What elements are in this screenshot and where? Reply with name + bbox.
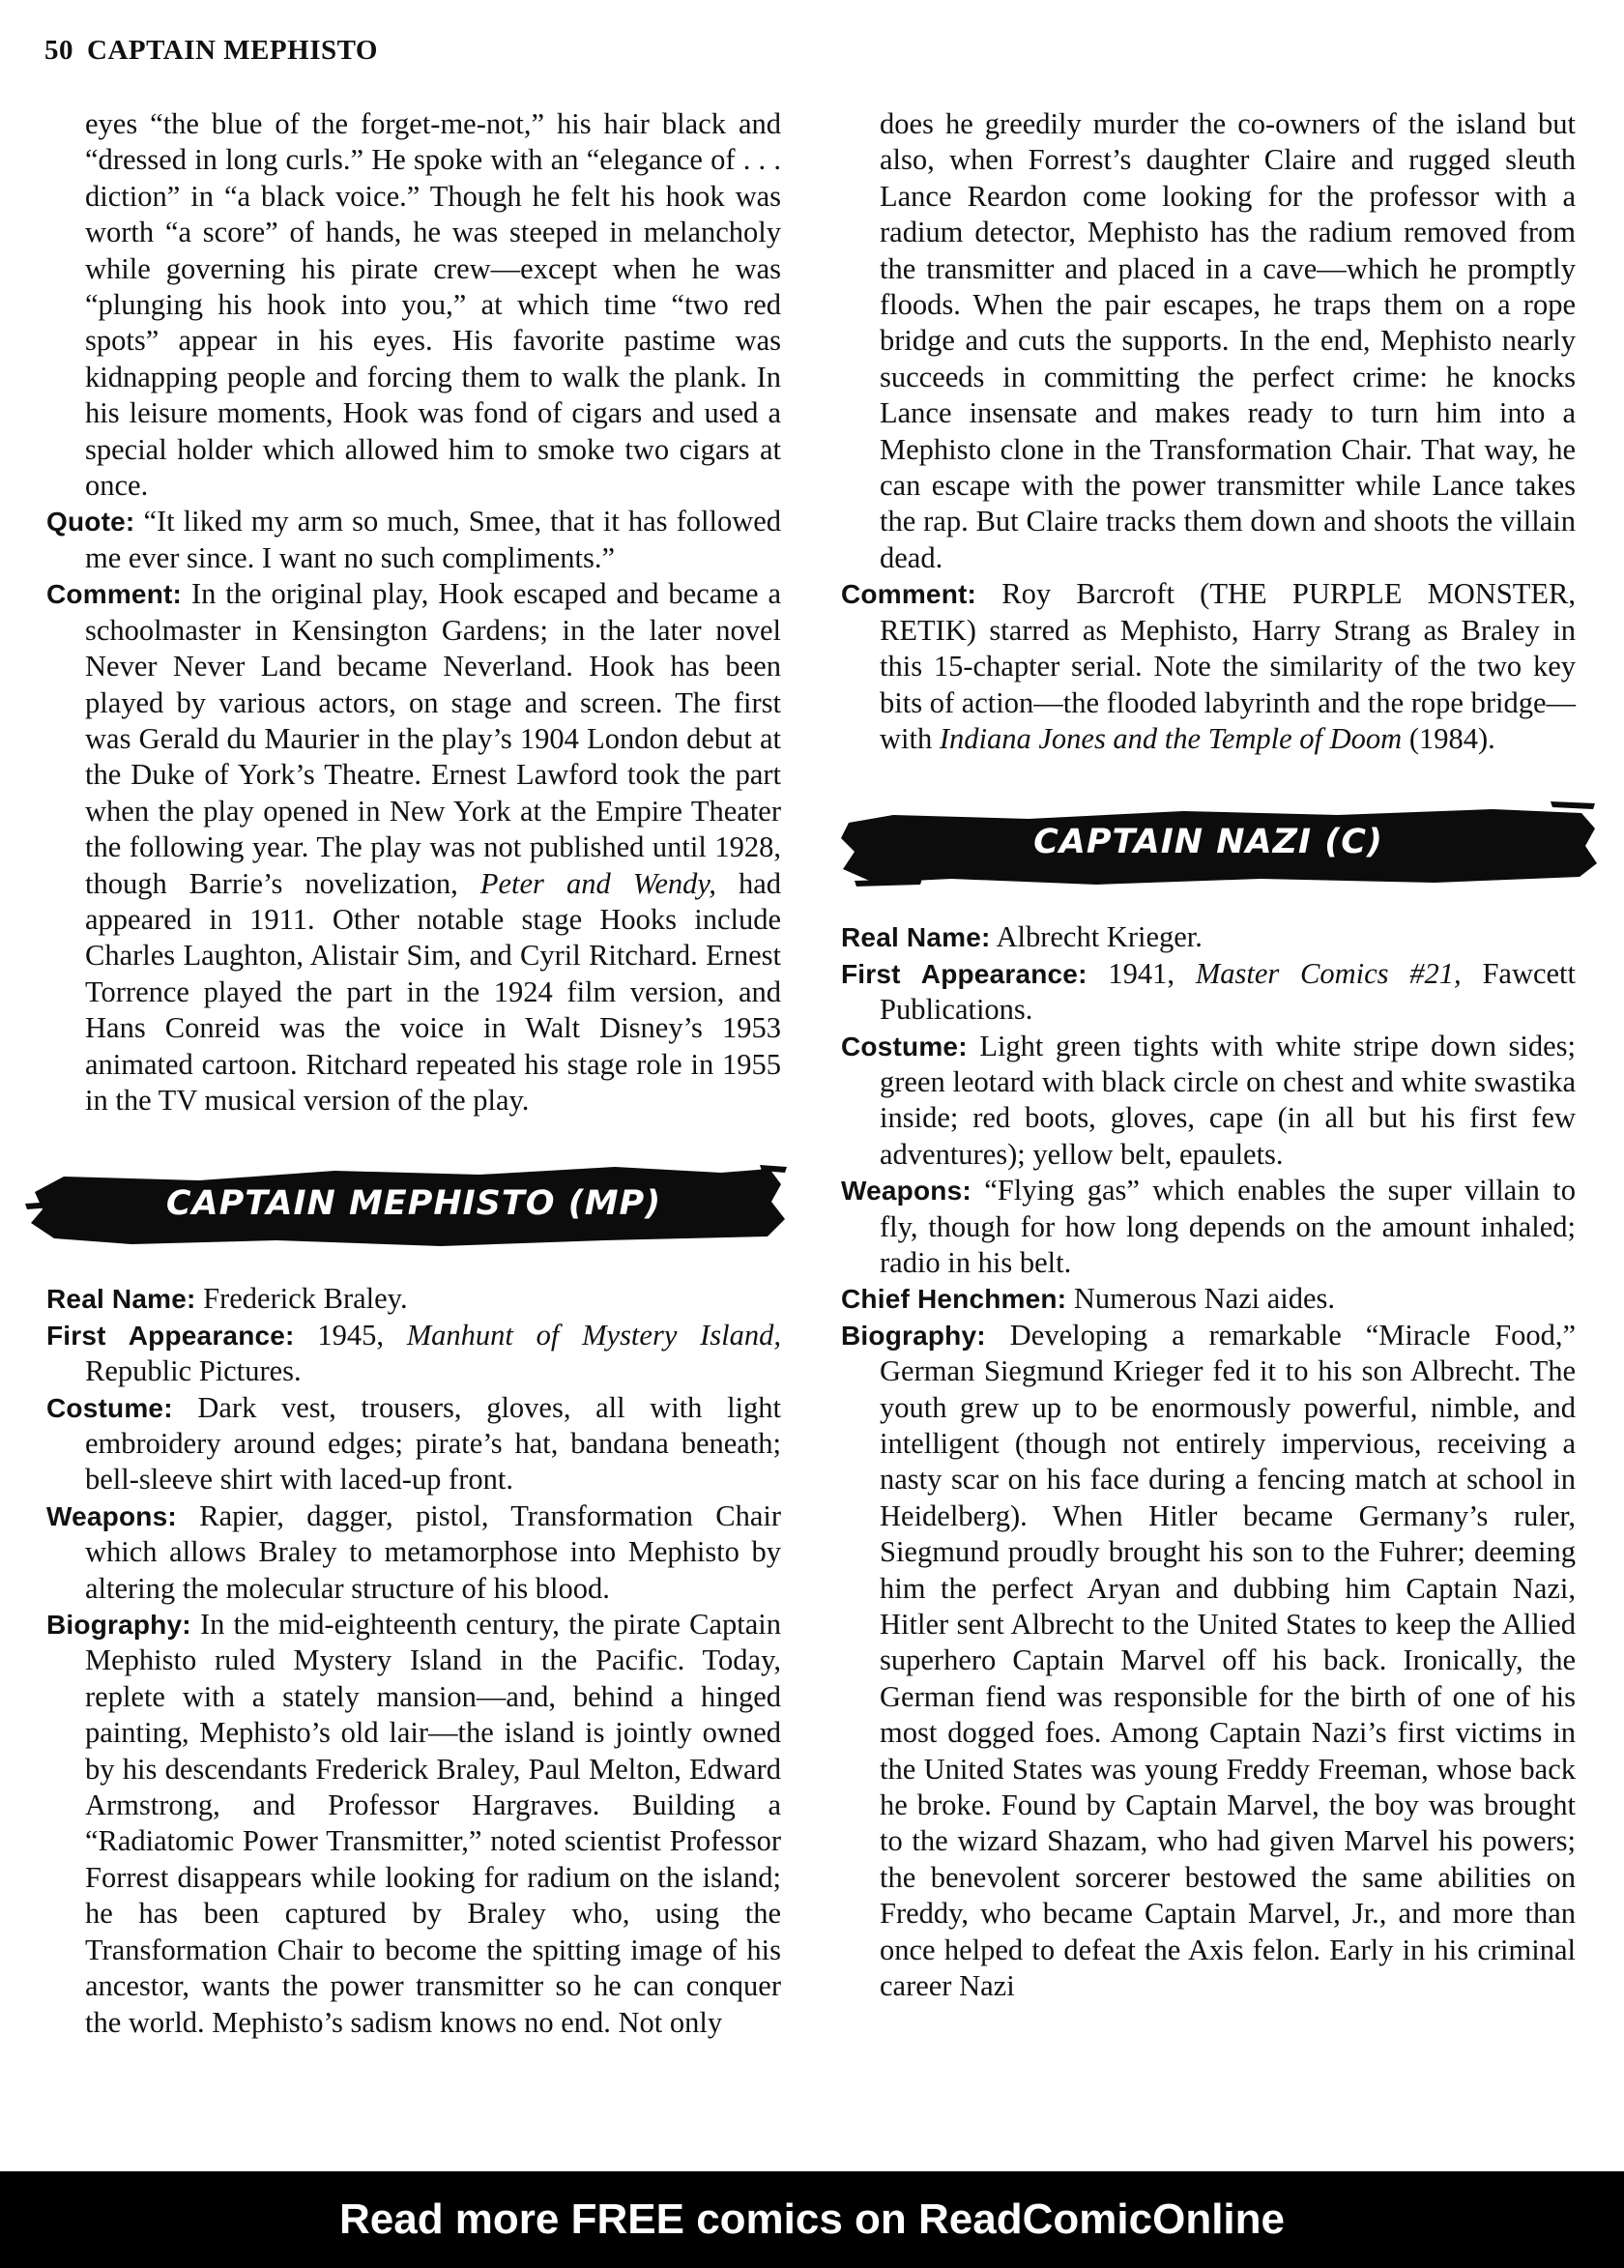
comment-title-italic: Peter and Wendy, [479, 866, 716, 900]
first-appearance-title: Master Comics #21, [1195, 956, 1462, 990]
first-appearance-year: 1945, [317, 1318, 407, 1352]
biography-value: Developing a remarkable “Miracle Food,” German Siegmund Krieger fed it to his son Albrecht. The youth grew up to be enormously powerful, nimble, and intelligent (though not entirely impervious, receiving a nasty scar on his face during a fencing match at school in Heidelberg). When Hitler became Germany’s ruler, Siegmund proudly brought his son to the Fuhrer; deeming him the perfect Aryan and dubbing him Captain Nazi, Hitler sent Albrecht to the United States to keep the Allied superhero Captain Marvel off his back. Ironically, the German fiend was responsible for the birth of one of his most dogged foes. Among Captain Nazi’s first victims in the United States was young Freddy Freeman, whose back he broke. Found by Captain Marvel, the boy was brought to the wizard Shazam, who had given Marvel his powers; the benevolent sorcerer bestowed the same abilities on Freddy, who became Captain Marvel, Jr., and more than once helped to defeat the Axis felon. Early in his criminal career Nazi [880, 1318, 1577, 2003]
chief-henchmen-entry [841, 1281, 1576, 1317]
mephisto-biography-continued: does he greedily murder the co-owners of the island but also, when Forrest’s daughter Claire and rugged sleuth Lance Reardon come looking for the professor with a radium detector, Mephisto has the radium removed from the transmitter and placed in a cave—which he promptly floods. When the pair escapes, he traps them on a rope bridge and cuts the supports. In the end, Mephisto nearly succeeds in committing the perfect crime: he knocks Lance insensate and makes ready to turn him into a Mephisto clone in the Transformation Chair. That way, he can escape with the power transmitter while Lance takes the rap. But Claire tracks them down and shoots the villain dead. [880, 107, 1576, 574]
costume-value: Light green tights with white stripe down sides; green leotard with black circle on chest and white swastika inside; red boots, gloves, cape (in all but his first few adventures); yellow belt, epaulets. [880, 1029, 1576, 1171]
weapons-entry [841, 1173, 1576, 1281]
first-appearance-label: First Appearance: [46, 1320, 295, 1351]
quote-text: “It liked my arm so much, Smee, that it has followed me ever since. I want no such compliments.” [85, 505, 782, 574]
quote-label: Quote: [46, 507, 135, 538]
costume-label: Costume: [46, 1392, 173, 1423]
costume-entry [46, 1390, 781, 1498]
costume-entry [841, 1029, 1576, 1174]
biography-label: Biography: [46, 1610, 191, 1641]
comment-title-italic: Indiana Jones and the Temple of Doom [939, 721, 1403, 755]
biography-entry [841, 1318, 1576, 2005]
costume-value: Dark vest, trousers, gloves, all with light embroidery around edges; pirate’s hat, bandana beneath; bell-sleeve shirt with laced-up front. [85, 1390, 781, 1497]
costume-label: Costume: [841, 1031, 968, 1061]
biography-label: Biography: [841, 1320, 986, 1351]
hook-quote [46, 504, 781, 576]
weapons-value: “Flying gas” which enables the super villain to fly, though for how long depends on the amount inhaled; radio in his belt. [880, 1174, 1576, 1279]
right-column [841, 106, 1576, 2005]
first-appearance-publisher: Republic Pictures. [85, 1354, 302, 1388]
page-header [44, 35, 378, 67]
weapons-entry [46, 1498, 781, 1607]
hook-comment [46, 576, 781, 1119]
comment-text-2: had appeared in 1911. Other notable stage Hooks include Charles Laughton, Alistair Sim, and Cyril Ritchard. Ernest Torrence played the part in the 1924 film version, and Hans Conreid was the voice in Walt Disney’s 1953 animated cartoon. Ritchard repeated his stage role in 1955 in the TV musical version of the play. [85, 866, 781, 1117]
weapons-value: Rapier, dagger, pistol, Transformation Chair which allows Braley to metamorphose into Mephisto by altering the molecular structure of his blood. [85, 1498, 782, 1605]
weapons-label: Weapons: [841, 1176, 972, 1207]
comment-label: Comment: [46, 579, 183, 610]
real-name-entry [46, 1281, 781, 1317]
first-appearance-entry [841, 956, 1576, 1029]
mephisto-comment [841, 576, 1576, 757]
first-appearance-title: Manhunt of Mystery Island, [406, 1318, 781, 1352]
comment-text-1: In the original play, Hook escaped and became a schoolmaster in Kensington Gardens; in the later novel Never Never Land became Neverland. Hook has been played by various actors, on stage and screen. The first was Gerald du Maurier in the play’s 1904 London debut at the Duke of York’s Theatre. Ernest Lawford took the part when the play opened in New York at the Empire Theater the following year. The play was not published until 1928, though Barrie’s novelization, [85, 577, 781, 900]
hook-biography-continued: eyes “the blue of the forget-me-not,” his hair black and “dressed in long curls.” He spoke with an “elegance of . . . diction” in “a black voice.” Though he felt his hook was worth “a score” of hands, he was steeped in melancholy while governing his pirate crew—except when he was “plunging his hook into you,” at which time “two red spots” appear in his eyes. His favorite pastime was kidnapping people and forcing them to walk the plank. In his leisure moments, Hook was fond of cigars and used a special holder which allowed him to smoke two cigars at once. [85, 107, 781, 503]
section-banner-captain-nazi [841, 801, 1576, 887]
left-column [46, 106, 781, 2041]
real-name-label: Real Name: [46, 1284, 196, 1315]
real-name-value: Frederick Braley. [203, 1282, 408, 1316]
real-name-value: Albrecht Krieger. [996, 920, 1203, 954]
real-name-label: Real Name: [841, 922, 991, 953]
chief-henchmen-value: Numerous Nazi aides. [1073, 1282, 1336, 1316]
comment-text-1: Roy Barcroft (THE PURPLE MONSTER, RETIK) starred as Mephisto, Harry Strang as Braley in this 15-chapter serial. Note the similarity of the two key bits of action—the flooded labyrinth and the rope bridge—with [880, 577, 1577, 755]
banner-title: CAPTAIN MEPHISTO (MP) [165, 1184, 662, 1224]
real-name-entry [841, 919, 1576, 955]
first-appearance-year: 1941, [1108, 956, 1196, 990]
section-banner-captain-mephisto [46, 1163, 781, 1248]
footer-link-text[interactable]: Read more FREE comics on ReadComicOnline [338, 2195, 1285, 2243]
first-appearance-label: First Appearance: [841, 958, 1088, 989]
footer-banner [0, 2171, 1624, 2268]
comment-label: Comment: [841, 579, 977, 610]
banner-title: CAPTAIN NAZI (C) [1033, 823, 1383, 862]
biography-value: In the mid-eighteenth century, the pirate Captain Mephisto ruled Mystery Island in the Pacific. Today, replete with a stately mansion—and, behind a hinged painting, Mephisto’s old lair—the island is jointly owned by his descendants Frederick Braley, Paul Melton, Edward Armstrong, and Professor Hargraves. Building a “Radiatomic Power Transmitter,” noted scientist Professor Forrest disappears while looking for radium on the island; he has been captured by Braley who, using the Transformation Chair to become the spitting image of his ancestor, wants the power transmitter so he can conquer the world. Mephisto’s sadism knows no end. Not only [85, 1608, 782, 2039]
first-appearance-entry [46, 1318, 781, 1390]
weapons-label: Weapons: [46, 1500, 177, 1531]
chief-henchmen-label: Chief Henchmen: [841, 1284, 1067, 1315]
comment-text-2: (1984). [1402, 721, 1495, 755]
first-appearance-publisher: Fawcett Publications. [880, 956, 1577, 1027]
running-title: CAPTAIN MEPHISTO [87, 35, 378, 66]
biography-entry [46, 1607, 781, 2041]
page-number: 50 [44, 35, 73, 66]
